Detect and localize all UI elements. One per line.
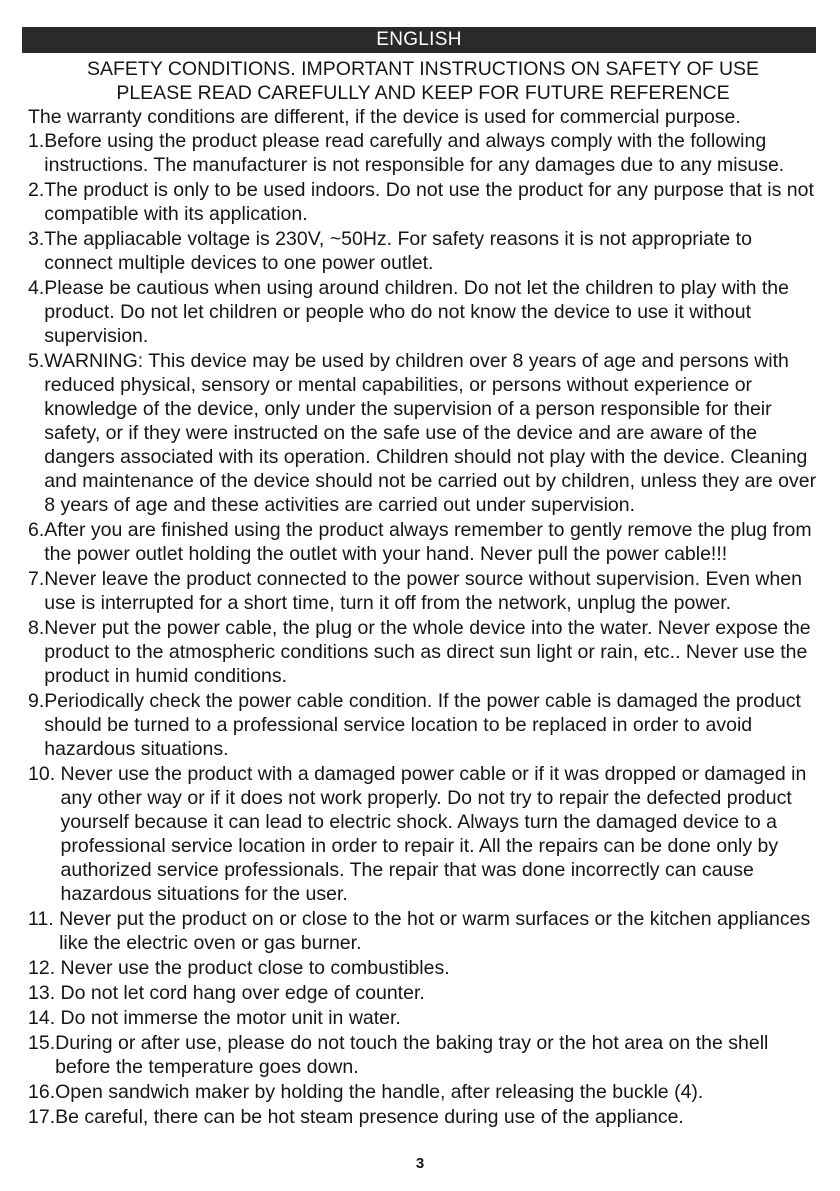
instruction-item <box>28 907 818 955</box>
item-number: 1. <box>28 130 45 152</box>
item-text: Never put the power cable, the plug or the whole device into the water. Never expose the product to the atmospheric conditions such as direct sun light or rain, etc.. Never use the product in humid conditions. <box>44 617 811 687</box>
instruction-item <box>28 1031 818 1079</box>
item-text: After you are finished using the product always remember to gently remove the plug from the power outlet holding the outlet with your hand. Never pull the power cable!!! <box>44 519 812 565</box>
item-number: 11. <box>28 908 60 930</box>
instruction-item <box>28 227 818 275</box>
item-text: WARNING: This device may be used by children over 8 years of age and persons with reduced physical, sensory or mental capabilities, or persons without experience or knowledge of the device, only under the supervision of a person responsible for their safety, or if they were instructed on the safe use of the device and are aware of the dangers associated with its operation. Children should not play with the device. Cleaning and maintenance of the device should not be carried out by children, unless they are over 8 years of age and these activities are carried out under supervision. <box>44 350 817 516</box>
item-text: Periodically check the power cable condition. If the power cable is damaged the product should be turned to a professional service location to be replaced in order to avoid hazardous situations. <box>44 690 801 760</box>
item-number: 15. <box>28 1032 56 1054</box>
item-text: Do not let cord hang over edge of counter. <box>60 982 425 1004</box>
instruction-item <box>28 981 818 1005</box>
heading-line-2: PLEASE READ CAREFULLY AND KEEP FOR FUTURE REFERENCE <box>116 82 730 104</box>
item-text: Open sandwich maker by holding the handle, after releasing the buckle (4). <box>55 1081 704 1103</box>
safety-content <box>28 57 818 1130</box>
item-number: 10. <box>28 763 61 785</box>
instruction-item <box>28 616 818 688</box>
safety-instructions-list <box>28 129 818 1129</box>
item-number: 7. <box>28 568 45 590</box>
item-text: Never use the product close to combustibles. <box>60 957 450 979</box>
item-text: During or after use, please do not touch the baking tray or the hot area on the shell before the temperature goes down. <box>55 1032 769 1078</box>
instruction-item <box>28 567 818 615</box>
item-number: 17. <box>28 1106 56 1128</box>
item-number: 14. <box>28 1007 61 1029</box>
item-number: 8. <box>28 617 45 639</box>
item-number: 4. <box>28 277 45 299</box>
instruction-item <box>28 689 818 761</box>
instruction-item <box>28 518 818 566</box>
item-text: Do not immerse the motor unit in water. <box>60 1007 401 1029</box>
item-text: Never put the product on or close to the hot or warm surfaces or the kitchen appliances like the electric oven or gas burner. <box>59 908 811 954</box>
item-number: 9. <box>28 690 45 712</box>
instruction-item <box>28 349 818 517</box>
instruction-item <box>28 1080 818 1104</box>
item-text: The appliacable voltage is 230V, ~50Hz. For safety reasons it is not appropriate to connect multiple devices to one power outlet. <box>44 228 752 274</box>
instruction-item <box>28 1105 818 1129</box>
instruction-item <box>28 1006 818 1030</box>
language-label: ENGLISH <box>376 29 462 50</box>
item-number: 3. <box>28 228 45 250</box>
instruction-item <box>28 956 818 980</box>
item-text: Please be cautious when using around children. Do not let the children to play with the product. Do not let children or people who do not know the device to use it without supervision. <box>44 277 789 347</box>
page-number: 3 <box>415 1155 425 1172</box>
instruction-item <box>28 762 818 906</box>
item-number: 2. <box>28 179 45 201</box>
item-number: 5. <box>28 350 45 372</box>
item-text: The product is only to be used indoors. Do not use the product for any purpose that is not compatible with its application. <box>44 179 814 225</box>
item-number: 12. <box>28 957 61 979</box>
item-number: 6. <box>28 519 45 541</box>
language-banner <box>22 27 816 53</box>
heading-line-1: SAFETY CONDITIONS. IMPORTANT INSTRUCTIONS ON SAFETY OF USE <box>86 58 760 80</box>
item-number: 16. <box>28 1081 56 1103</box>
item-number: 13. <box>28 982 61 1004</box>
item-text: Never leave the product connected to the power source without supervision. Even when use is interrupted for a short time, turn it off from the network, unplug the power. <box>44 568 802 614</box>
instruction-item <box>28 129 818 177</box>
item-text: Before using the product please read carefully and always comply with the following instructions. The manufacturer is not responsible for any damages due to any misuse. <box>44 130 785 176</box>
item-text: Be careful, there can be hot steam presence during use of the appliance. <box>55 1106 684 1128</box>
instruction-item <box>28 276 818 348</box>
instruction-item <box>28 178 818 226</box>
warranty-intro: The warranty conditions are different, if the device is used for commercial purpose. <box>28 106 741 128</box>
item-text: Never use the product with a damaged power cable or if it was dropped or damaged in any other way or if it does not work properly. Do not try to repair the defected product yourself because it can lead to electric shock. Always turn the damaged device to a professional service location in order to repair it. All the repairs can be done only by authorized service professionals. The repair that was done incorrectly can cause hazardous situations for the user. <box>60 763 807 905</box>
